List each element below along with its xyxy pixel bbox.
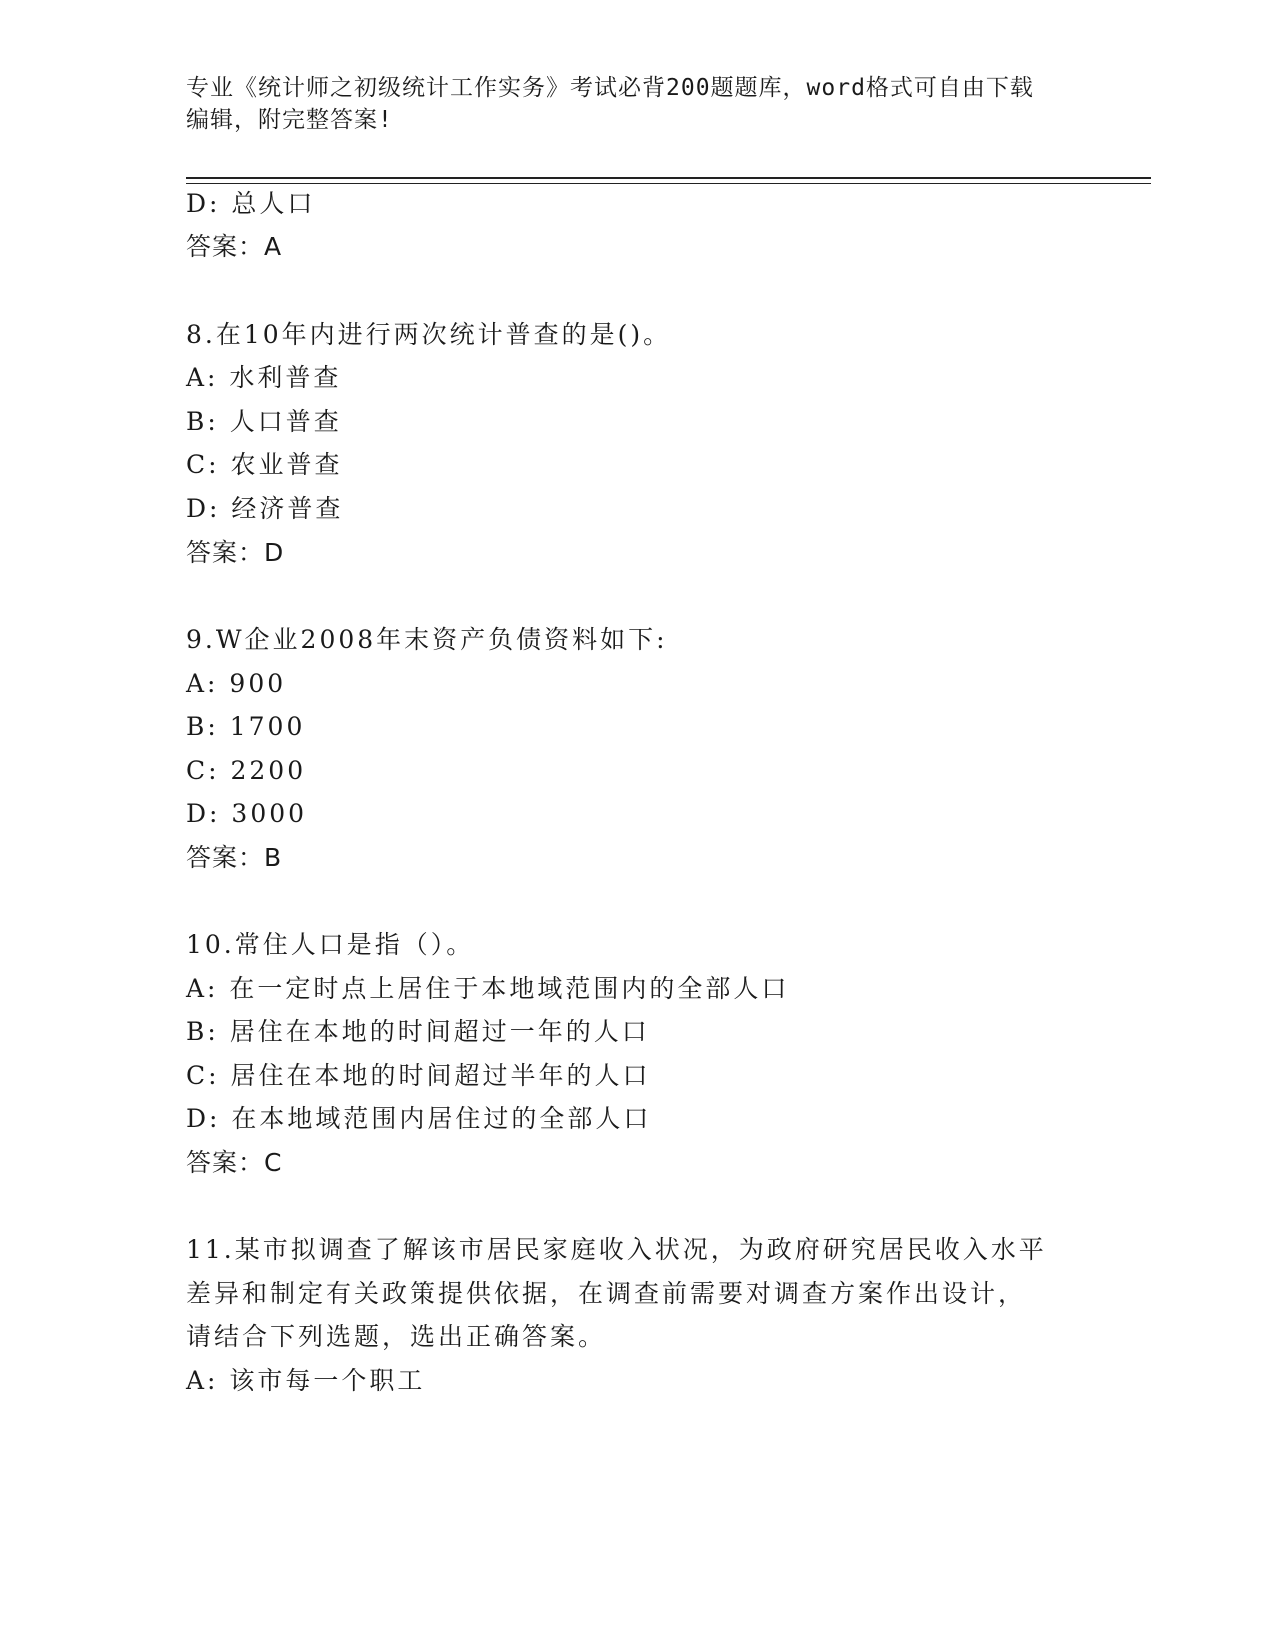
q9-option-c: C: 2200: [186, 756, 307, 785]
q10-option-d: D: 在本地域范围内居住过的全部人口: [186, 1104, 652, 1133]
q11-question-line-1: 11.某市拟调查了解该市居民家庭收入状况，为政府研究居民收入水平: [186, 1235, 1047, 1264]
q10-question: 10.常住人口是指（）。: [186, 930, 475, 959]
q10-answer: 答案：C: [186, 1148, 283, 1177]
q9-option-d: D: 3000: [186, 799, 308, 828]
q10-option-a: A: 在一定时点上居住于本地域范围内的全部人口: [186, 974, 790, 1003]
q9-option-a: A: 900: [186, 669, 287, 698]
q7-answer: 答案：A: [186, 232, 283, 261]
q11-option-a: A: 该市每一个职工: [186, 1366, 426, 1395]
document-header: [186, 72, 1066, 136]
q8-option-b: B: 人口普查: [186, 407, 342, 436]
q8-option-c: C: 农业普查: [186, 450, 343, 479]
q8-option-d: D: 经济普查: [186, 494, 344, 523]
q11-question-line-3: 请结合下列选题，选出正确答案。: [186, 1322, 607, 1351]
q9-answer: 答案：B: [186, 843, 283, 872]
q9-question: 9.W企业2008年末资产负债资料如下:: [186, 625, 668, 654]
q8-option-a: A: 水利普查: [186, 363, 342, 392]
q9-option-b: B: 1700: [186, 712, 306, 741]
header-title-line-2: 编辑，附完整答案!: [186, 107, 393, 133]
header-divider-thin: [186, 183, 1151, 184]
q8-answer: 答案：D: [186, 538, 285, 567]
header-divider-thick: [186, 177, 1151, 179]
q11-question-line-2: 差异和制定有关政策提供依据，在调查前需要对调查方案作出设计，: [186, 1279, 1027, 1308]
q7-option-d: D: 总人口: [186, 189, 316, 218]
q10-option-c: C: 居住在本地的时间超过半年的人口: [186, 1061, 651, 1090]
q10-option-b: B: 居住在本地的时间超过一年的人口: [186, 1017, 650, 1046]
header-title-line-1: 专业《统计师之初级统计工作实务》考试必背200题题库，word格式可自由下载: [186, 75, 1034, 101]
q8-question: 8.在10年内进行两次统计普查的是()。: [186, 320, 672, 349]
